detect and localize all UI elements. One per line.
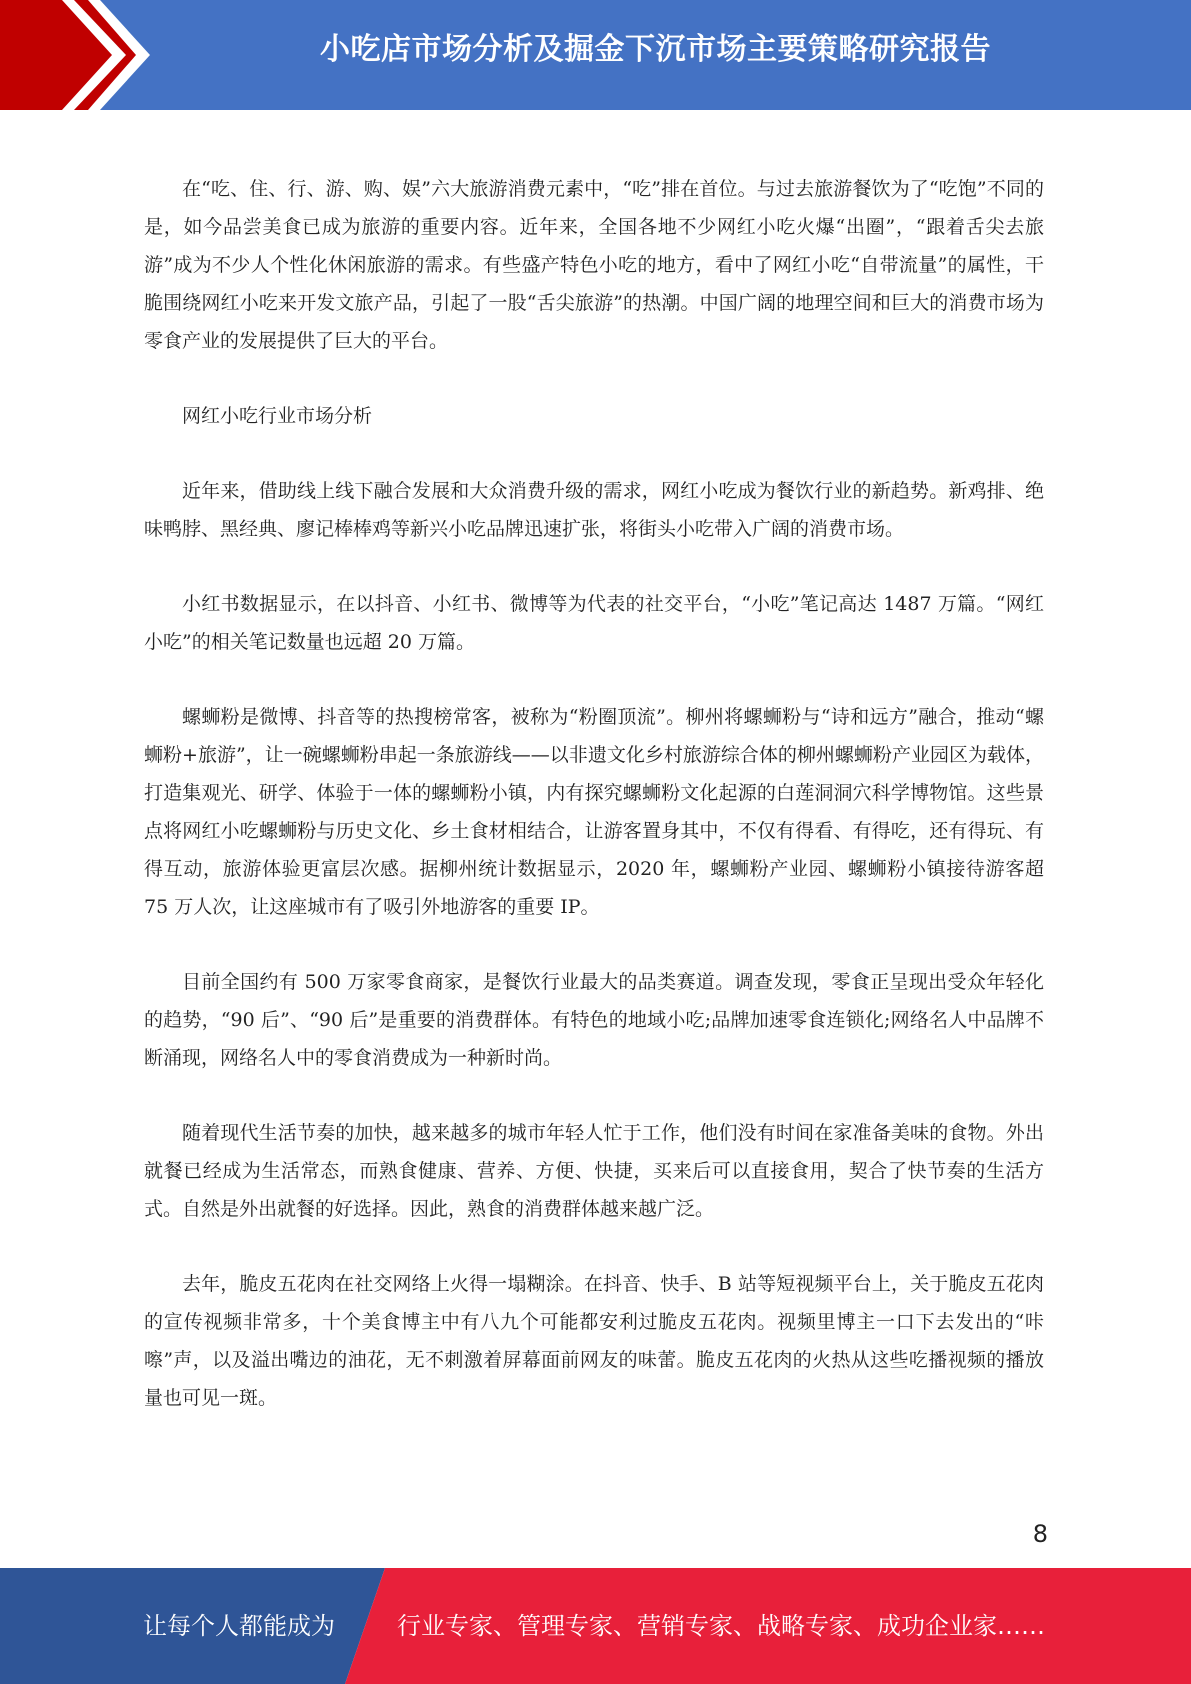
paragraph: 小红书数据显示，在以抖音、小红书、微博等为代表的社交平台，“小吃”笔记高达 1487 万篇。“网红小吃”的相关笔记数量也远超 20 万篇。 (144, 593, 1044, 653)
paragraph: 近年来，借助线上线下融合发展和大众消费升级的需求，网红小吃成为餐饮行业的新趋势。新鸡排、绝味鸭脖、黑经典、廖记棒棒鸡等新兴小吃品牌迅速扩张，将街头小吃带入广阔的消费市场。 (144, 480, 1044, 540)
section-heading: 网红小吃行业市场分析 (182, 405, 373, 427)
paragraph: 随着现代生活节奏的加快，越来越多的城市年轻人忙于工作，他们没有时间在家准备美味的食物。外出就餐已经成为生活常态，而熟食健康、营养、方便、快捷，买来后可以直接食用，契合了快节奏的生活方式。自然是外出就餐的好选择。因此，熟食的消费群体越来越广泛。 (144, 1122, 1044, 1220)
footer-slogan-left: 让每个人都能成为 (143, 1612, 335, 1640)
page-number: 8 (1032, 1520, 1048, 1548)
document-title: 小吃店市场分析及掘金下沉市场主要策略研究报告 (320, 32, 991, 67)
paragraph: 去年，脆皮五花肉在社交网络上火得一塌糊涂。在抖音、快手、B 站等短视频平台上，关于脆皮五花肉的宣传视频非常多，十个美食博主中有八九个可能都安利过脆皮五花肉。视频里博主一口下去发出的“咔嚓”声，以及溢出嘴边的油花，无不刺激着屏幕面前网友的味蕾。脆皮五花肉的火热从这些吃播视频的播放量也可见一斑。 (144, 1273, 1044, 1409)
page-header (0, 0, 1191, 110)
paragraph: 在“吃、住、行、游、购、娱”六大旅游消费元素中，“吃”排在首位。与过去旅游餐饮为了“吃饱”不同的是，如今品尝美食已成为旅游的重要内容。近年来，全国各地不少网红小吃火爆“出圈”，“跟着舌尖去旅游”成为不少人个性化休闲旅游的需求。有些盛产特色小吃的地方，看中了网红小吃“自带流量”的属性，干脆围绕网红小吃来开发文旅产品，引起了一股“舌尖旅游”的热潮。中国广阔的地理空间和巨大的消费市场为零食产业的发展提供了巨大的平台。 (144, 178, 1044, 352)
footer-slogan-right: 行业专家、管理专家、营销专家、战略专家、成功企业家…… (397, 1612, 1045, 1640)
paragraph: 螺蛳粉是微博、抖音等的热搜榜常客，被称为“粉圈顶流”。柳州将螺蛳粉与“诗和远方”融合，推动“螺蛳粉+旅游”，让一碗螺蛳粉串起一条旅游线——以非遗文化乡村旅游综合体的柳州螺蛳粉产业园区为载体，打造集观光、研学、体验于一体的螺蛳粉小镇，内有探究螺蛳粉文化起源的白莲洞洞穴科学博物馆。这些景点将网红小吃螺蛳粉与历史文化、乡土食材相结合，让游客置身其中，不仅有得看、有得吃，还有得玩、有得互动，旅游体验更富层次感。据柳州统计数据显示，2020 年，螺蛳粉产业园、螺蛳粉小镇接待游客超 75 万人次，让这座城市有了吸引外地游客的重要 IP。 (144, 706, 1044, 918)
document-body (144, 170, 1044, 1454)
page-footer (0, 1568, 1191, 1684)
paragraph: 目前全国约有 500 万家零食商家，是餐饮行业最大的品类赛道。调查发现，零食正呈现出受众年轻化的趋势，“90 后”、“90 后”是重要的消费群体。有特色的地域小吃;品牌加速零食连锁化;网络名人中品牌不断涌现，网络名人中的零食消费成为一种新时尚。 (144, 971, 1044, 1069)
